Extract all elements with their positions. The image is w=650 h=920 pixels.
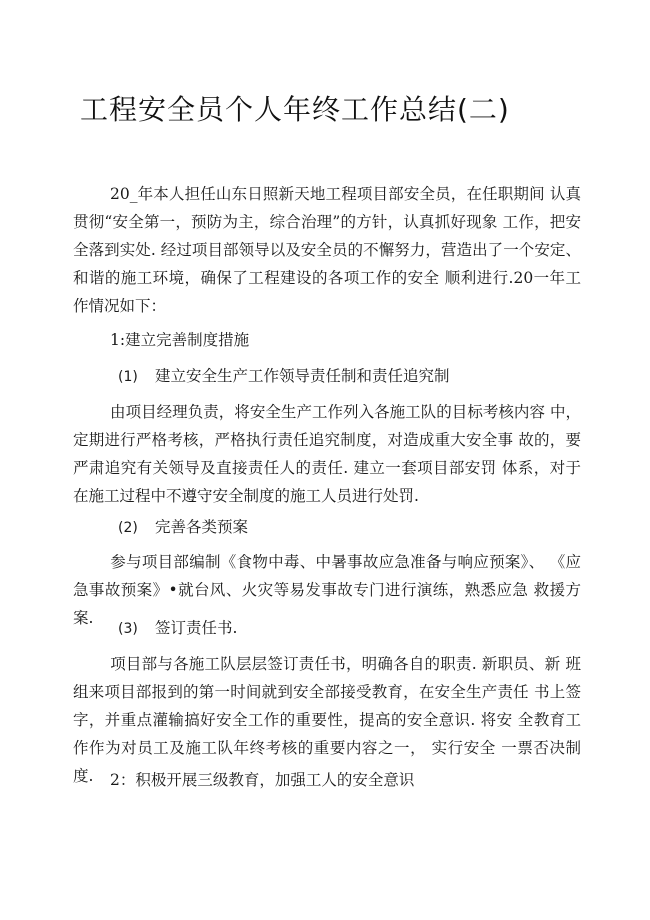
document-title: 工程安全员个人年终工作总结(二) [80, 93, 510, 126]
item-1-title: 建立安全生产工作领导责任制和责任追究制 [155, 367, 450, 385]
item-1-number: (1) [118, 369, 138, 385]
item-3-heading [118, 614, 237, 643]
intro-text: 20_年本人担任山东日照新天地工程项目部安全员，在任职期间 认真贯彻“安全第一，预防为主，综合治理”的方针，认真抓好现象 工作，把安全落到实处. 经过项目部领导以及安全员的不懈努力，营造出了一个安定、和谐的施工环境，确保了工程建设的各项工作的安全 顺利进行.20一年工作情况如下： [73, 185, 581, 315]
intro-paragraph [73, 180, 581, 320]
item-1-heading [118, 362, 450, 391]
section-1-heading: 1:建立完善制度措施 [110, 331, 250, 349]
section-2-heading: 2：积极开展三级教育，加强工人的安全意识 [110, 771, 415, 789]
item-1-paragraph [73, 398, 581, 510]
item-2-text: 参与项目部编制《食物中毒、中暑事故应急准备与响应预案》、 《应急事故预案》•就台风、火灾等易发事故专门进行演练，熟悉应急 救援方案. [73, 553, 581, 627]
item-2-number: (2) [118, 520, 138, 536]
item-1-text: 由项目经理负责，将安全生产工作列入各施工队的目标考核内容 中，定期进行严格考核，严格执行责任追究制度，对造成重大安全事 故的，要严肃追究有关领导及直接责任人的责任. 建立一套项目部安罚 体系，对于在施工过程中不遵守安全制度的施工人员进行处罚. [73, 403, 581, 505]
item-3-title: 签订责任书. [155, 619, 238, 637]
item-3-text: 项目部与各施工队层层签订责任书，明确各自的职责. 新职员、新 班组来项目部报到的第一时间就到安全部接受教育，在安全生产责任 书上签字，并重点灌输搞好安全工作的重要性，提高的安全意识. 将安 全教育工作作为对员工及施工队年终考核的重要内容之一， 实行安全 一票否决制度. [73, 655, 581, 785]
item-2-heading [118, 513, 248, 542]
item-2-title: 完善各类预案 [155, 518, 249, 536]
item-3-number: (3) [118, 621, 138, 637]
